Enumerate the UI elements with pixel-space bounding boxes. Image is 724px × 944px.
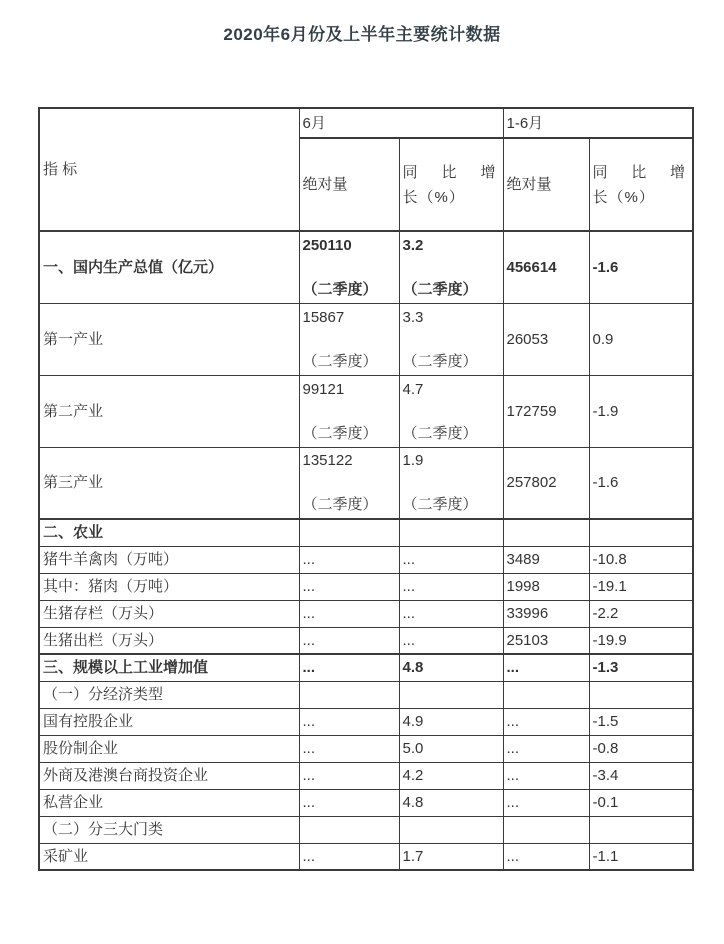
- row-label: 国有控股企业: [39, 708, 299, 735]
- yoy-label-line2: 长（%）: [402, 188, 465, 206]
- table-row: [39, 627, 693, 654]
- cell-half-absolute: 25103: [503, 627, 589, 654]
- cell-june-yoy: 4.9: [399, 708, 503, 735]
- cell-half-yoy: -19.9: [589, 627, 693, 654]
- row-label: （一）分经济类型: [39, 681, 299, 708]
- cell-half-absolute: [503, 816, 589, 843]
- cell-half-yoy: -19.1: [589, 573, 693, 600]
- table-row: [39, 816, 693, 843]
- cell-half-absolute: [503, 681, 589, 708]
- cell-june-yoy: [399, 303, 503, 375]
- header-june-yoy: [399, 138, 503, 231]
- cell-half-absolute: 257802: [503, 447, 589, 519]
- cell-june-absolute: ...: [299, 789, 399, 816]
- cell-value: 250110: [302, 236, 352, 254]
- cell-half-absolute: 172759: [503, 375, 589, 447]
- cell-june-absolute: [299, 303, 399, 375]
- cell-half-absolute: [503, 519, 589, 546]
- cell-value: 3.2: [402, 236, 424, 254]
- cell-value: 135122: [302, 452, 353, 470]
- cell-quarter-note: （二季度）: [402, 496, 478, 514]
- cell-value: 15867: [302, 308, 345, 326]
- cell-june-yoy: ...: [399, 600, 503, 627]
- cell-value: 1.9: [402, 452, 424, 470]
- table-header: [39, 108, 693, 231]
- header-row-periods: [39, 108, 693, 138]
- row-label: 生猪存栏（万头）: [39, 600, 299, 627]
- table-row: [39, 375, 693, 447]
- header-june-absolute: 绝对量: [299, 138, 399, 231]
- cell-june-absolute: ...: [299, 708, 399, 735]
- cell-half-yoy: -2.2: [589, 600, 693, 627]
- cell-half-absolute: ...: [503, 762, 589, 789]
- yoy-label-line1: 同 比 增: [592, 163, 685, 181]
- cell-value: 3.3: [402, 308, 424, 326]
- cell-june-absolute: ...: [299, 735, 399, 762]
- cell-half-absolute: 3489: [503, 546, 589, 573]
- row-label: 第一产业: [39, 303, 299, 375]
- page-title: 2020年6月份及上半年主要统计数据: [223, 25, 501, 44]
- table-body: [39, 231, 693, 870]
- table-row: [39, 681, 693, 708]
- cell-june-yoy: [399, 447, 503, 519]
- cell-half-absolute: ...: [503, 708, 589, 735]
- row-label: 股份制企业: [39, 735, 299, 762]
- yoy-label-line1: 同 比 增: [402, 163, 496, 181]
- cell-june-absolute: [299, 375, 399, 447]
- cell-june-absolute: [299, 519, 399, 546]
- cell-june-absolute: [299, 816, 399, 843]
- row-label: 第三产业: [39, 447, 299, 519]
- header-indicator: 指 标: [39, 108, 299, 231]
- cell-june-absolute: ...: [299, 546, 399, 573]
- cell-value: 4.7: [402, 380, 424, 398]
- cell-june-absolute: ...: [299, 762, 399, 789]
- cell-half-yoy: -0.8: [589, 735, 693, 762]
- table-row: [39, 447, 693, 519]
- cell-june-yoy: [399, 816, 503, 843]
- cell-half-yoy: -1.3: [589, 654, 693, 681]
- table-row: [39, 789, 693, 816]
- cell-june-absolute: ...: [299, 627, 399, 654]
- row-label: 私营企业: [39, 789, 299, 816]
- cell-half-yoy: [589, 519, 693, 546]
- cell-half-absolute: ...: [503, 789, 589, 816]
- cell-half-yoy: -10.8: [589, 546, 693, 573]
- cell-half-yoy: 0.9: [589, 303, 693, 375]
- cell-half-absolute: 33996: [503, 600, 589, 627]
- cell-quarter-note: （二季度）: [402, 352, 478, 370]
- yoy-label-line2: 长（%）: [592, 188, 655, 206]
- cell-june-yoy: ...: [399, 546, 503, 573]
- header-jan-june: 1-6月: [503, 108, 693, 138]
- cell-june-absolute: [299, 681, 399, 708]
- table-row: [39, 573, 693, 600]
- cell-june-yoy: 4.8: [399, 654, 503, 681]
- cell-half-absolute: ...: [503, 735, 589, 762]
- cell-half-yoy: -1.6: [589, 447, 693, 519]
- cell-june-yoy: ...: [399, 573, 503, 600]
- row-label: 外商及港澳台商投资企业: [39, 762, 299, 789]
- cell-half-yoy: -0.1: [589, 789, 693, 816]
- cell-value: 99121: [302, 380, 345, 398]
- cell-june-absolute: ...: [299, 843, 399, 870]
- cell-june-yoy: 4.8: [399, 789, 503, 816]
- cell-june-absolute: [299, 231, 399, 303]
- statistics-table: [38, 107, 694, 871]
- cell-quarter-note: （二季度）: [402, 424, 478, 442]
- row-label: 一、国内生产总值（亿元）: [39, 231, 299, 303]
- cell-quarter-note: （二季度）: [302, 352, 378, 370]
- table-row: [39, 231, 693, 303]
- cell-june-yoy: [399, 681, 503, 708]
- cell-quarter-note: （二季度）: [302, 424, 378, 442]
- table-row: [39, 546, 693, 573]
- row-label: 二、农业: [39, 519, 299, 546]
- table-row: [39, 654, 693, 681]
- cell-june-yoy: 5.0: [399, 735, 503, 762]
- row-label: 三、规模以上工业增加值: [39, 654, 299, 681]
- cell-june-yoy: [399, 375, 503, 447]
- table-row: [39, 843, 693, 870]
- cell-half-absolute: 26053: [503, 303, 589, 375]
- header-half-yoy: [589, 138, 693, 231]
- table-row: [39, 762, 693, 789]
- cell-june-yoy: ...: [399, 627, 503, 654]
- row-label: 第二产业: [39, 375, 299, 447]
- cell-half-absolute: ...: [503, 843, 589, 870]
- cell-half-yoy: -1.5: [589, 708, 693, 735]
- cell-quarter-note: （二季度）: [302, 280, 378, 298]
- row-label: （二）分三大门类: [39, 816, 299, 843]
- table-row: [39, 600, 693, 627]
- cell-june-absolute: [299, 447, 399, 519]
- cell-june-yoy: [399, 231, 503, 303]
- cell-half-absolute: 456614: [503, 231, 589, 303]
- cell-half-yoy: [589, 816, 693, 843]
- header-half-absolute: 绝对量: [503, 138, 589, 231]
- header-june: 6月: [299, 108, 503, 138]
- cell-half-absolute: 1998: [503, 573, 589, 600]
- cell-june-yoy: 4.2: [399, 762, 503, 789]
- cell-half-yoy: -3.4: [589, 762, 693, 789]
- cell-june-absolute: ...: [299, 654, 399, 681]
- table-row: [39, 708, 693, 735]
- cell-quarter-note: （二季度）: [302, 496, 378, 514]
- table-row: [39, 303, 693, 375]
- cell-quarter-note: （二季度）: [402, 280, 478, 298]
- row-label: 其中：猪肉（万吨）: [39, 573, 299, 600]
- row-label: 采矿业: [39, 843, 299, 870]
- cell-june-absolute: ...: [299, 600, 399, 627]
- row-label: 猪牛羊禽肉（万吨）: [39, 546, 299, 573]
- cell-june-yoy: 1.7: [399, 843, 503, 870]
- cell-june-absolute: ...: [299, 573, 399, 600]
- cell-half-yoy: -1.9: [589, 375, 693, 447]
- cell-half-absolute: ...: [503, 654, 589, 681]
- row-label: 生猪出栏（万头）: [39, 627, 299, 654]
- cell-half-yoy: -1.1: [589, 843, 693, 870]
- cell-half-yoy: -1.6: [589, 231, 693, 303]
- cell-june-yoy: [399, 519, 503, 546]
- table-row: [39, 519, 693, 546]
- cell-half-yoy: [589, 681, 693, 708]
- table-row: [39, 735, 693, 762]
